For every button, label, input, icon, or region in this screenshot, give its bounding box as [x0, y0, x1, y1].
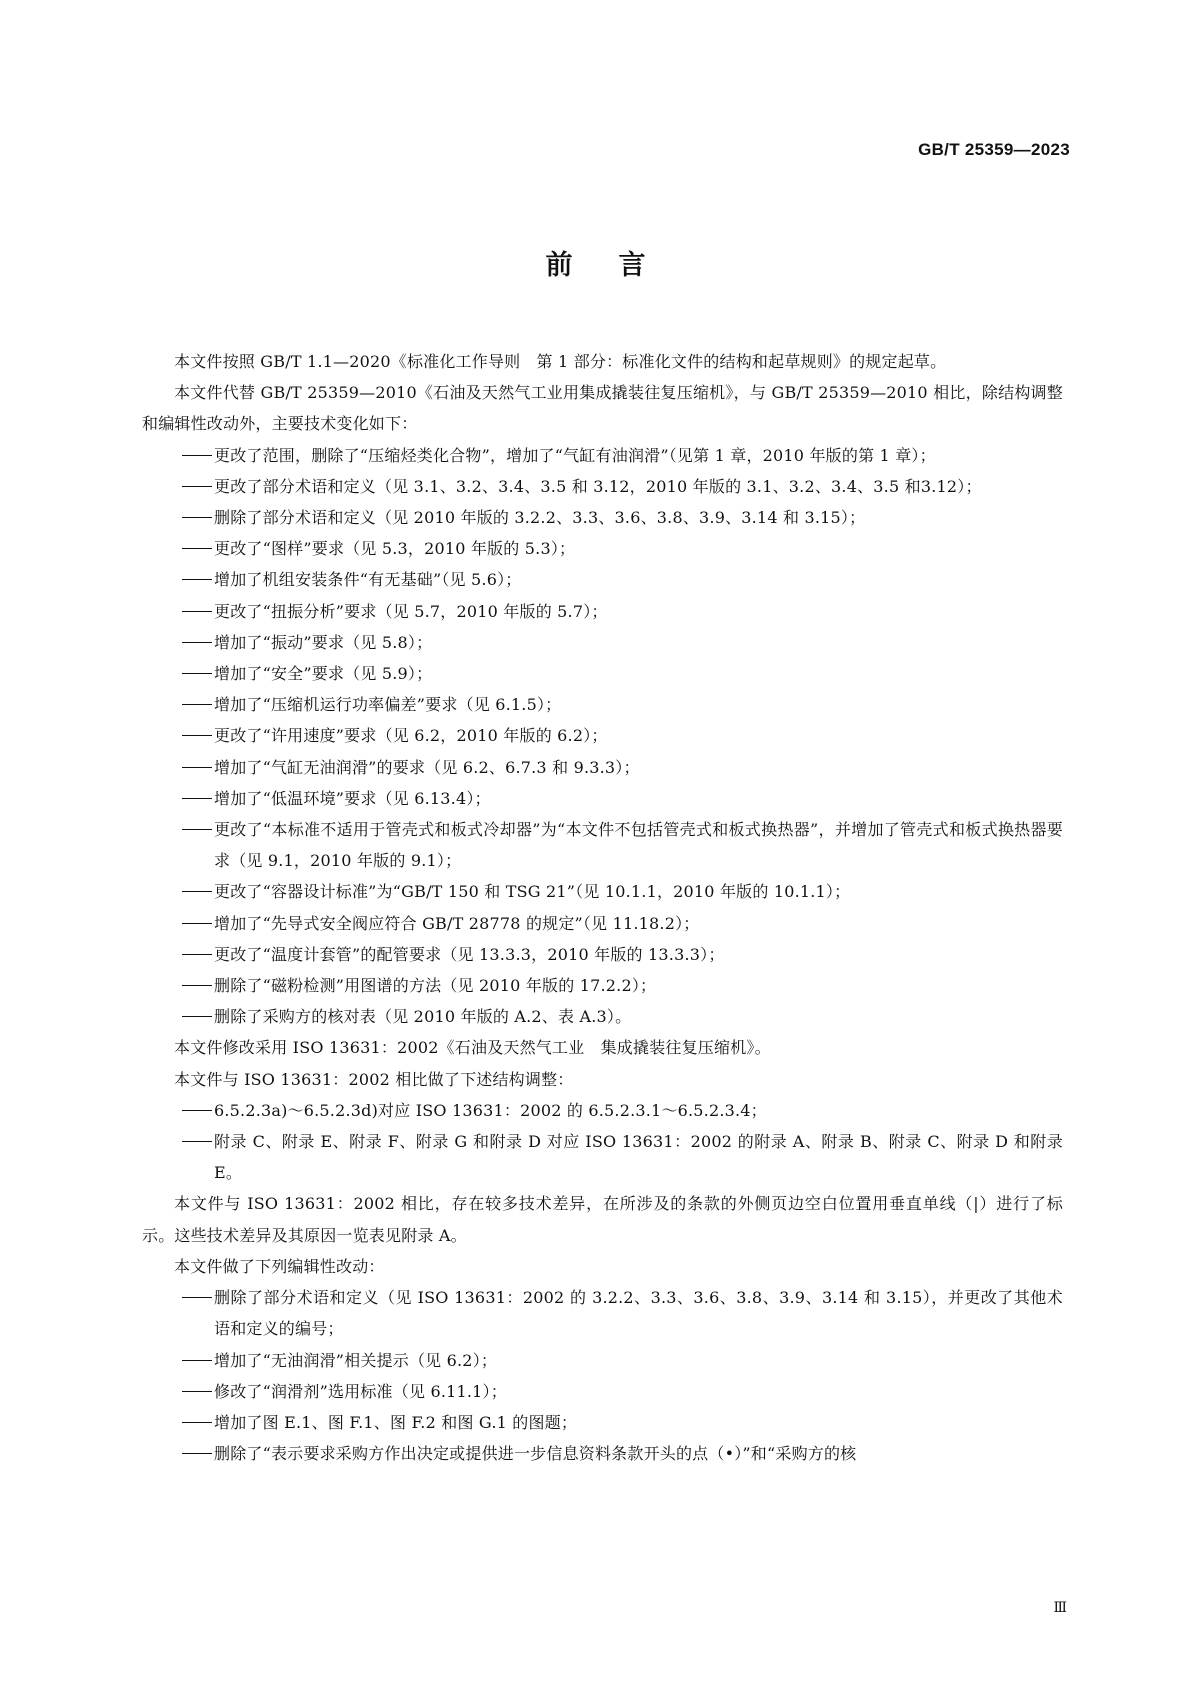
list-item: 增加了“先导式安全阀应符合 GB/T 28778 的规定”（见 11.18.2）； — [142, 908, 1063, 939]
dash-marker — [182, 579, 212, 580]
change-list — [142, 440, 1063, 1033]
dash-marker — [182, 1360, 212, 1361]
dash-marker — [182, 1110, 212, 1111]
list-item: 删除了“表示要求采购方作出决定或提供进一步信息资料条款开头的点（•）”和“采购方的核 — [142, 1438, 1063, 1469]
page-number: Ⅲ — [1053, 1600, 1067, 1616]
list-item: 增加了“安全”要求（见 5.9）； — [142, 658, 1063, 689]
list-item: 更改了“扭振分析”要求（见 5.7，2010 年版的 5.7）； — [142, 596, 1063, 627]
structure-list — [142, 1095, 1063, 1189]
dash-marker — [182, 1297, 212, 1298]
paragraph: 本文件与 ISO 13631：2002 相比做了下述结构调整： — [174, 1069, 574, 1089]
list-item: 删除了采购方的核对表（见 2010 年版的 A.2、表 A.3）。 — [142, 1001, 1063, 1032]
paragraph: 本文件代替 GB/T 25359—2010《石油及天然气工业用集成撬装往复压缩机》，与 GB/T 25359—2010 相比，除结构调整和编辑性改动外，主要技术变化如下： — [142, 383, 1063, 434]
dash-marker — [182, 1016, 212, 1017]
list-item: 更改了部分术语和定义（见 3.1、3.2、3.4、3.5 和 3.12，2010 年版的 3.1、3.2、3.4、3.5 和3.12）； — [142, 471, 1063, 502]
list-item: 增加了“气缸无油润滑”的要求（见 6.2、6.7.3 和 9.3.3）； — [142, 752, 1063, 783]
dash-marker — [182, 767, 212, 768]
list-item: 增加了图 E.1、图 F.1、图 F.2 和图 G.1 的图题； — [142, 1407, 1063, 1438]
list-item: 增加了“无油润滑”相关提示（见 6.2）； — [142, 1345, 1063, 1376]
list-item: 修改了“润滑剂”选用标准（见 6.11.1）； — [142, 1376, 1063, 1407]
dash-marker — [182, 735, 212, 736]
dash-marker — [182, 517, 212, 518]
list-item: 更改了“温度计套管”的配管要求（见 13.3.3，2010 年版的 13.3.3）； — [142, 939, 1063, 970]
dash-marker — [182, 486, 212, 487]
list-item: 删除了“磁粉检测”用图谱的方法（见 2010 年版的 17.2.2）； — [142, 970, 1063, 1001]
page-title: 前言 — [545, 250, 692, 281]
list-item: 删除了部分术语和定义（见 ISO 13631：2002 的 3.2.2、3.3、3.6、3.8、3.9、3.14 和 3.15），并更改了其他术语和定义的编号； — [142, 1282, 1063, 1344]
dash-marker — [182, 1391, 212, 1392]
dash-marker — [182, 673, 212, 674]
list-item: 更改了“许用速度”要求（见 6.2，2010 年版的 6.2）； — [142, 720, 1063, 751]
dash-marker — [182, 704, 212, 705]
dash-marker — [182, 954, 212, 955]
list-item: 附录 C、附录 E、附录 F、附录 G 和附录 D 对应 ISO 13631：2002 的附录 A、附录 B、附录 C、附录 D 和附录 E。 — [142, 1126, 1063, 1188]
dash-marker — [182, 985, 212, 986]
list-item: 增加了机组安装条件“有无基础”（见 5.6）； — [142, 564, 1063, 595]
editorial-list — [142, 1282, 1063, 1469]
list-item: 更改了“容器设计标准”为“GB/T 150 和 TSG 21”（见 10.1.1，2010 年版的 10.1.1）； — [142, 876, 1063, 907]
list-item: 删除了部分术语和定义（见 2010 年版的 3.2.2、3.3、3.6、3.8、3.9、3.14 和 3.15）； — [142, 502, 1063, 533]
list-item: 增加了“压缩机运行功率偏差”要求（见 6.1.5）； — [142, 689, 1063, 720]
dash-marker — [182, 548, 212, 549]
dash-marker — [182, 642, 212, 643]
dash-marker — [182, 1422, 212, 1423]
dash-marker — [182, 611, 212, 612]
dash-marker — [182, 455, 212, 456]
list-item: 更改了范围，删除了“压缩烃类化合物”，增加了“气缸有油润滑”（见第 1 章，2010 年版的第 1 章）； — [142, 440, 1063, 471]
foreword-body — [142, 346, 1063, 1469]
dash-marker — [182, 798, 212, 799]
paragraph: 本文件做了下列编辑性改动： — [174, 1256, 385, 1276]
dash-marker — [182, 891, 212, 892]
dash-marker — [182, 923, 212, 924]
list-item: 增加了“振动”要求（见 5.8）； — [142, 627, 1063, 658]
paragraph: 本文件与 ISO 13631：2002 相比，存在较多技术差异，在所涉及的条款的外侧页边空白位置用垂直单线（|）进行了标示。这些技术差异及其原因一览表见附录 A。 — [142, 1194, 1063, 1245]
list-item: 更改了“图样”要求（见 5.3，2010 年版的 5.3）； — [142, 533, 1063, 564]
dash-marker — [182, 1141, 212, 1142]
list-item: 6.5.2.3a)～6.5.2.3d)对应 ISO 13631：2002 的 6.5.2.3.1～6.5.2.3.4； — [142, 1095, 1063, 1126]
paragraph: 本文件按照 GB/T 1.1—2020《标准化工作导则 第 1 部分：标准化文件的结构和起草规则》的规定起草。 — [174, 352, 947, 371]
document-code: GB/T 25359—2023 — [918, 140, 1070, 159]
dash-marker — [182, 1453, 212, 1454]
dash-marker — [182, 829, 212, 830]
list-item: 更改了“本标准不适用于管壳式和板式冷却器”为“本文件不包括管壳式和板式换热器”，并增加了管壳式和板式换热器要求（见 9.1，2010 年版的 9.1）； — [142, 814, 1063, 876]
list-item: 增加了“低温环境”要求（见 6.13.4）； — [142, 783, 1063, 814]
paragraph: 本文件修改采用 ISO 13631：2002《石油及天然气工业 集成撬装往复压缩机》。 — [174, 1038, 771, 1058]
